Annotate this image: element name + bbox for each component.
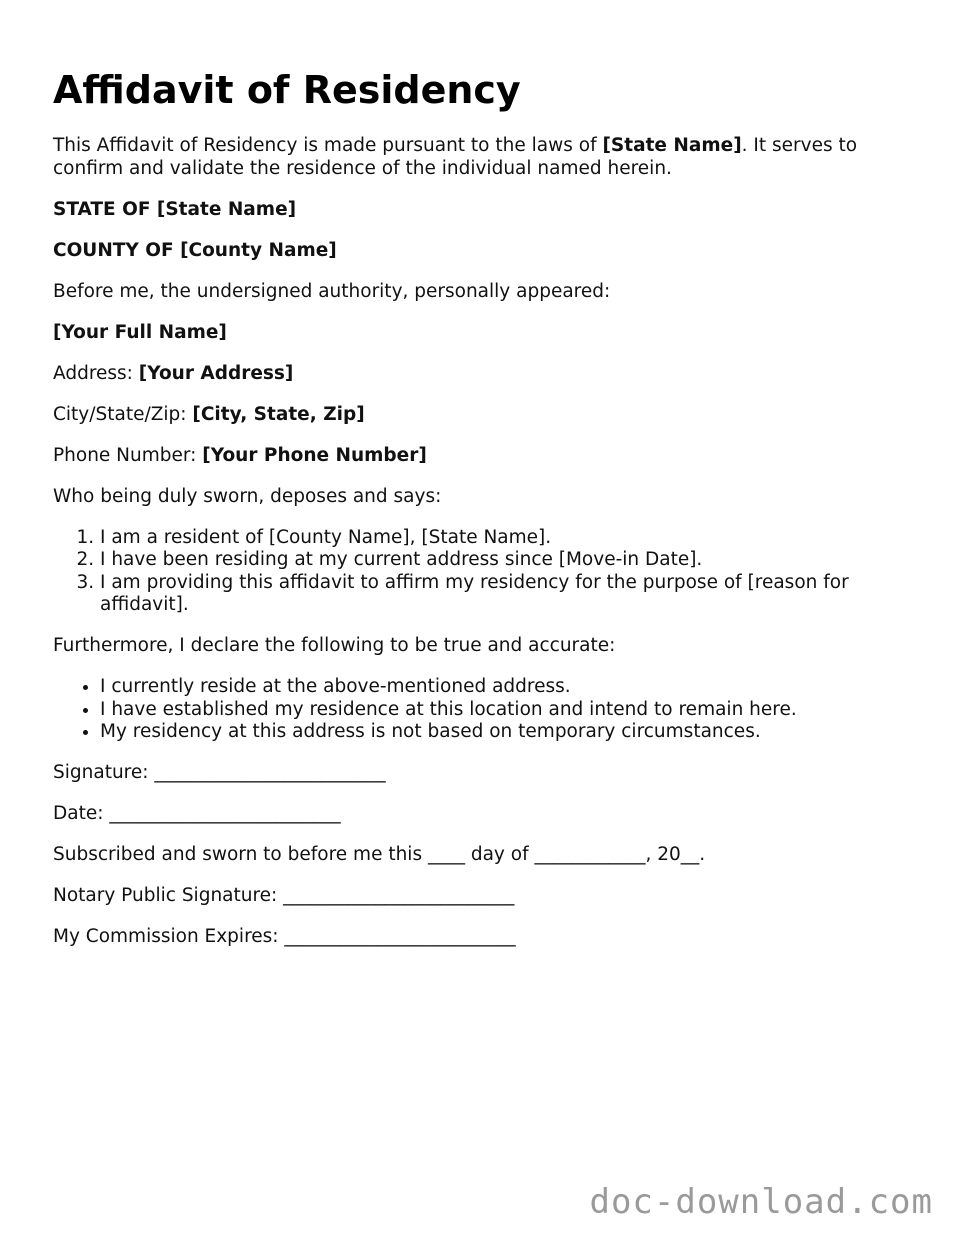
- document-page: [53, 62, 903, 967]
- subscribed-line: Subscribed and sworn to before me this ____ day of ____________, 20__.: [53, 844, 706, 865]
- city-state-zip-label: City/State/Zip:: [53, 403, 193, 425]
- list-item: 3. I am providing this affidavit to affirm my residency for the purpose of [reason for affidavit].: [100, 572, 903, 617]
- phone-label: Phone Number:: [53, 444, 203, 466]
- watermark-text: doc-download.com: [589, 1182, 933, 1222]
- list-item: • I currently reside at the above-mentioned address.: [100, 676, 903, 699]
- list-item: • I have established my residence at this location and intend to remain here.: [100, 699, 903, 722]
- full-name-line: [53, 322, 903, 345]
- declarations-list: [53, 676, 903, 744]
- intro-pre: This Affidavit of Residency is made pursuant to the laws of: [53, 135, 603, 156]
- appeared-line: Before me, the undersigned authority, personally appeared:: [53, 280, 611, 302]
- list-item: • My residency at this address is not based on temporary circumstances.: [100, 721, 903, 744]
- city-state-zip-line: [53, 404, 903, 427]
- intro-paragraph: [53, 135, 903, 180]
- address-label: Address:: [53, 362, 139, 384]
- sworn-line: Who being duly sworn, deposes and says:: [53, 485, 442, 507]
- statements-list: [53, 527, 903, 617]
- phone-value: [Your Phone Number]: [202, 444, 427, 466]
- date-line: Date: _________________________: [53, 803, 341, 824]
- full-name-value: [Your Full Name]: [53, 321, 227, 343]
- list-item: 2. I have been residing at my current address since [Move-in Date].: [100, 549, 903, 572]
- intro-state-placeholder: [State Name]: [602, 135, 742, 156]
- notary-signature-line: Notary Public Signature: _________________________: [53, 885, 515, 906]
- declare-line: Furthermore, I declare the following to be true and accurate:: [53, 635, 616, 656]
- intro-post: . It serves to confirm and validate the residence of the individual named herein.: [53, 135, 858, 179]
- phone-line: [53, 445, 903, 468]
- signature-line: Signature: _________________________: [53, 762, 386, 783]
- address-line: [53, 363, 903, 386]
- state-line-text: STATE OF [State Name]: [53, 198, 297, 220]
- city-state-zip-value: [City, State, Zip]: [192, 403, 365, 425]
- page-title: Affidavit of Residency: [53, 68, 521, 112]
- state-line: [53, 199, 903, 222]
- county-line: [53, 240, 903, 263]
- commission-expires-line: My Commission Expires: _________________________: [53, 926, 516, 947]
- address-value: [Your Address]: [138, 362, 294, 384]
- list-item: 1. I am a resident of [County Name], [State Name].: [100, 527, 903, 550]
- county-line-text: COUNTY OF [County Name]: [53, 239, 337, 261]
